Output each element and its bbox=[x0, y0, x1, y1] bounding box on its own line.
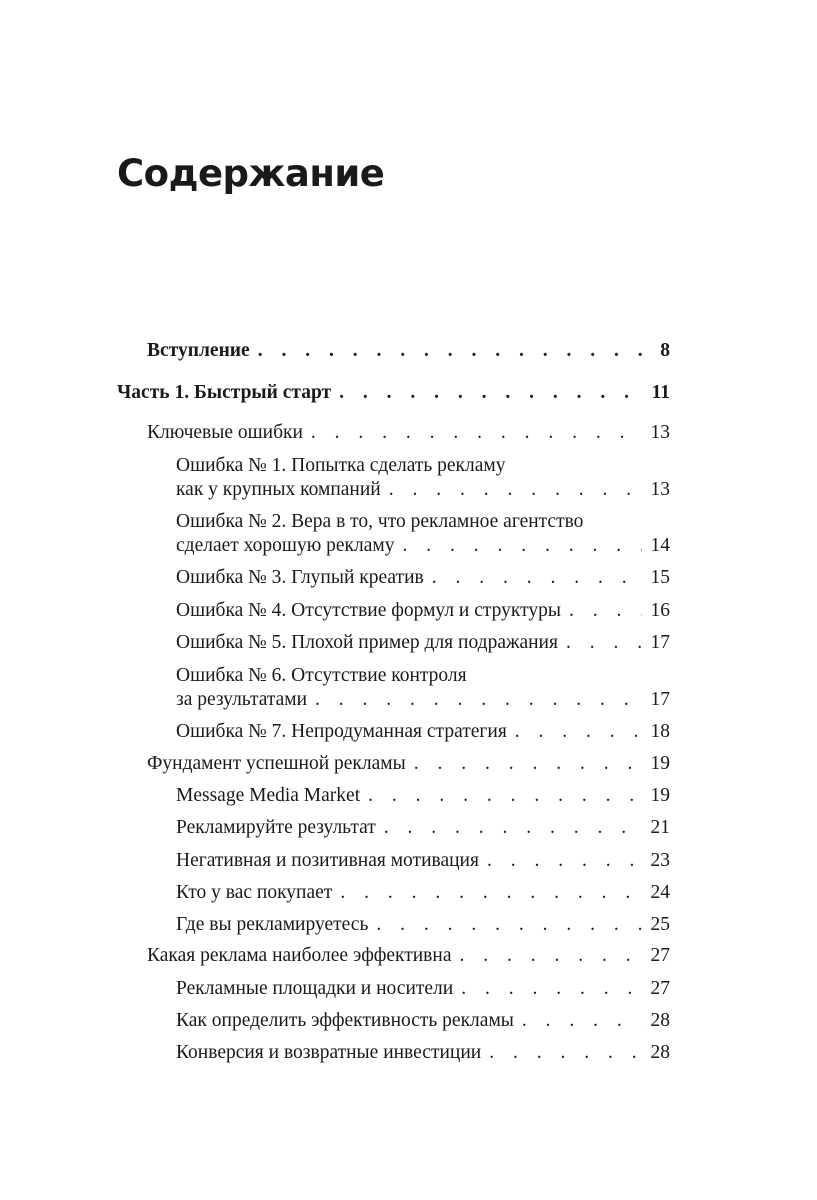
toc-entry-title: Ошибка № 6. Отсутствие контроля bbox=[176, 665, 467, 686]
toc-entry bbox=[117, 381, 670, 405]
toc-entry bbox=[176, 510, 670, 558]
toc-entry bbox=[176, 977, 670, 1001]
toc-entry-title: Какая реклама наиболее эффективна bbox=[147, 945, 452, 966]
toc-entry-title: Вступление bbox=[147, 340, 250, 361]
toc-entry-title: Message Media Market bbox=[176, 785, 361, 806]
toc-entry-title: Ошибка № 4. Отсутствие формул и структуры bbox=[176, 600, 561, 621]
toc-page-number: 13 bbox=[650, 422, 670, 443]
toc-page-number: 25 bbox=[650, 914, 670, 935]
toc-entry bbox=[176, 784, 670, 808]
toc-entry bbox=[176, 816, 670, 840]
toc-entry-title: Часть 1. Быстрый старт bbox=[117, 382, 332, 403]
toc-entry bbox=[147, 944, 670, 968]
toc-page-number: 13 bbox=[650, 479, 670, 500]
dot-leader bbox=[368, 784, 642, 808]
toc-entry bbox=[176, 599, 670, 623]
dot-leader bbox=[459, 944, 642, 968]
toc-page-number: 18 bbox=[650, 721, 670, 742]
dot-leader bbox=[432, 566, 642, 590]
dot-leader bbox=[515, 720, 642, 744]
toc-entry-title: Негативная и позитивная мотивация bbox=[176, 850, 479, 871]
toc-entry-title: Ошибка № 7. Непродуманная стратегия bbox=[176, 721, 507, 742]
toc-page-number: 19 bbox=[650, 753, 670, 774]
dot-leader bbox=[566, 631, 642, 655]
dot-leader bbox=[403, 534, 643, 558]
toc-entry-title: Фундамент успешной рекламы bbox=[147, 753, 406, 774]
toc-page-number: 17 bbox=[650, 632, 670, 653]
toc-entry-title: Конверсия и возвратные инвестиции bbox=[176, 1042, 482, 1063]
toc-page-number: 23 bbox=[650, 850, 670, 871]
dot-leader bbox=[414, 752, 642, 776]
toc-entry-title: Ошибка № 3. Глупый креатив bbox=[176, 567, 424, 588]
toc-entry bbox=[176, 881, 670, 905]
toc-entry bbox=[176, 566, 670, 590]
toc-entry bbox=[147, 752, 670, 776]
dot-leader bbox=[487, 849, 642, 873]
toc-entry-title: Ошибка № 1. Попытка сделать рекламу bbox=[176, 455, 506, 476]
toc-entry bbox=[176, 1009, 670, 1033]
toc-page-number: 17 bbox=[650, 689, 670, 710]
toc-entry-title: Кто у вас покупает bbox=[176, 882, 333, 903]
toc-page-number: 15 bbox=[650, 567, 670, 588]
dot-leader bbox=[315, 688, 642, 712]
toc-entry bbox=[176, 664, 670, 712]
toc-page-number: 11 bbox=[651, 382, 670, 403]
dot-leader bbox=[522, 1009, 642, 1033]
toc-page-number: 27 bbox=[650, 945, 670, 966]
toc-entry-title: Где вы рекламируетесь bbox=[176, 914, 369, 935]
dot-leader bbox=[389, 478, 642, 502]
toc-entry-title: Ключевые ошибки bbox=[147, 422, 303, 443]
dot-leader bbox=[258, 339, 642, 363]
toc-page-number: 28 bbox=[650, 1042, 670, 1063]
dot-leader bbox=[311, 421, 642, 445]
toc-entry-title: сделает хорошую рекламу bbox=[176, 535, 395, 556]
toc-entry bbox=[176, 849, 670, 873]
toc-entry-title: Рекламируйте результат bbox=[176, 817, 376, 838]
toc-page-number: 24 bbox=[650, 882, 670, 903]
dot-leader bbox=[376, 913, 642, 937]
toc-page-number: 8 bbox=[660, 340, 670, 361]
page-title: Содержание bbox=[117, 152, 385, 195]
toc-entry-title: Ошибка № 2. Вера в то, что рекламное агентство bbox=[176, 511, 584, 532]
toc-entry-title: как у крупных компаний bbox=[176, 479, 381, 500]
dot-leader bbox=[384, 816, 642, 840]
toc-entry-title: Рекламные площадки и носители bbox=[176, 978, 454, 999]
toc-page-number: 28 bbox=[650, 1010, 670, 1031]
dot-leader bbox=[461, 977, 642, 1001]
toc-page-number: 21 bbox=[650, 817, 670, 838]
toc-entry-title: Ошибка № 5. Плохой пример для подражания bbox=[176, 632, 558, 653]
toc-page-number: 19 bbox=[650, 785, 670, 806]
toc-entry-title: Как определить эффективность рекламы bbox=[176, 1010, 514, 1031]
toc-entry bbox=[176, 631, 670, 655]
toc-entry-title: за результатами bbox=[176, 689, 308, 710]
toc-entry bbox=[147, 339, 670, 363]
toc-page-number: 27 bbox=[650, 978, 670, 999]
toc-page-number: 14 bbox=[650, 535, 670, 556]
dot-leader bbox=[339, 381, 642, 405]
toc-entry bbox=[176, 454, 670, 502]
toc-entry bbox=[176, 720, 670, 744]
dot-leader bbox=[569, 599, 642, 623]
toc-page-number: 16 bbox=[650, 600, 670, 621]
toc-entry bbox=[147, 421, 670, 445]
dot-leader bbox=[489, 1041, 642, 1065]
toc-entry bbox=[176, 1041, 670, 1065]
dot-leader bbox=[340, 881, 642, 905]
toc-entry bbox=[176, 913, 670, 937]
